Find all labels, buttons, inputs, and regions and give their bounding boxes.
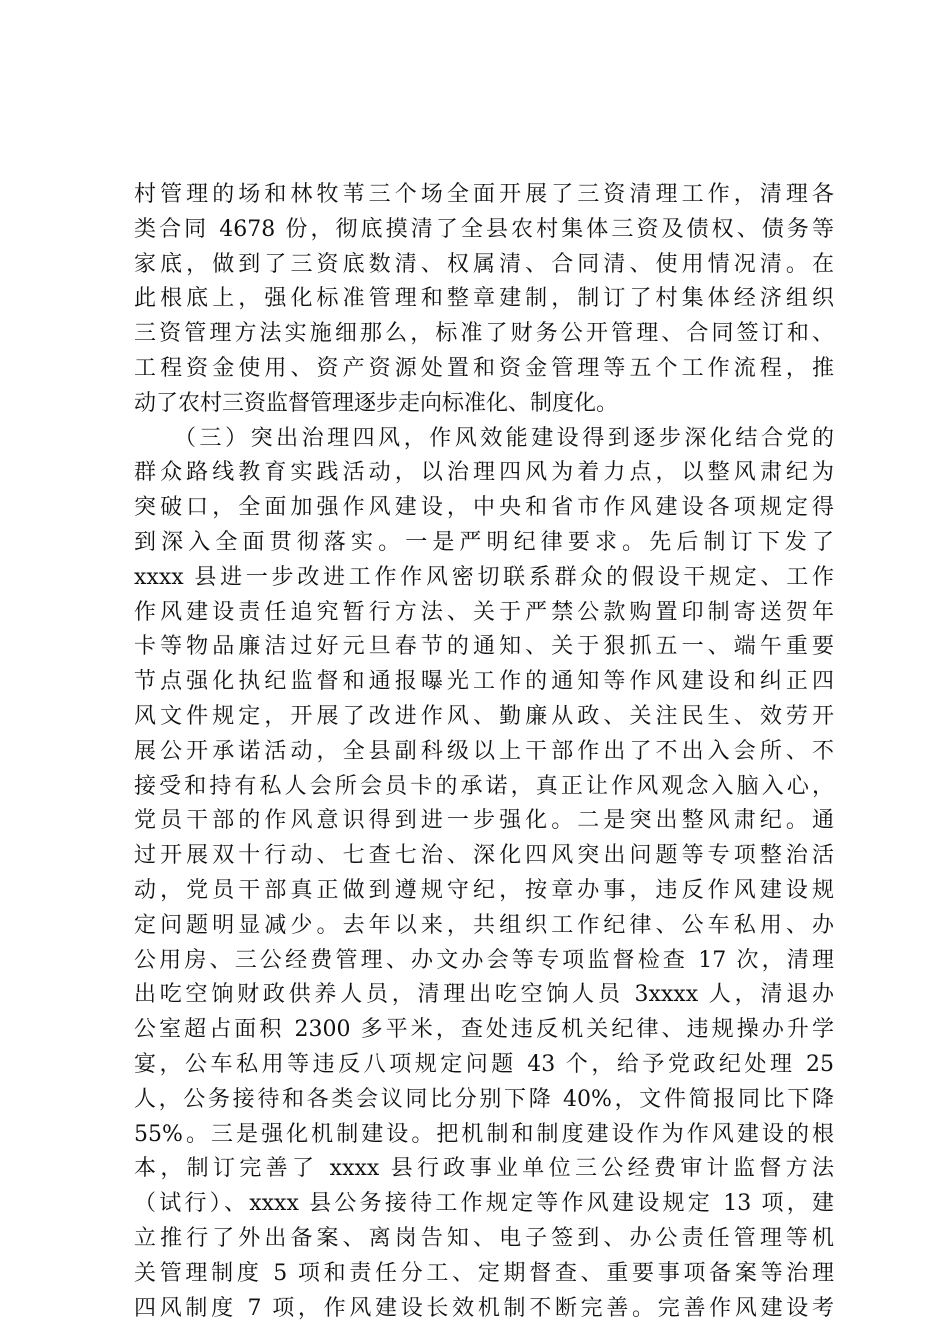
text-line: 到深入全面贯彻落实。一是严明纪律要求。先后制订下发了 xyxy=(134,529,834,555)
text-line: 四风制度 7 项，作风建设长效机制不断完善。完善作风建设考 xyxy=(134,1295,834,1321)
text-line: 出吃空饷财政供养人员，清理出吃空饷人员 3xxxx 人，清退办 xyxy=(134,982,834,1008)
text-line: （试行）、xxxx 县公务接待工作规定等作风建设规定 13 项，建 xyxy=(134,1191,834,1217)
text-line: 展公开承诺活动，全县副科级以上干部作出了不出入会所、不 xyxy=(134,738,834,764)
text-line: 动，党员干部真正做到遵规守纪，按章办事，违反作风建设规 xyxy=(134,877,834,903)
text-line: 工程资金使用、资产资源处置和资金管理等五个工作流程，推 xyxy=(134,355,834,381)
paragraph-end-line: 动了农村三资监督管理逐步走向标准化、制度化。 xyxy=(134,390,619,416)
text-line: 本，制订完善了 xxxx 县行政事业单位三公经费审计监督方法 xyxy=(134,1156,834,1182)
text-line: 作风建设责任追究暂行方法、关于严禁公款购置印制寄送贺年 xyxy=(134,599,834,625)
text-line: 党员干部的作风意识得到进一步强化。二是突出整风肃纪。通 xyxy=(134,808,834,834)
text-line: 风文件规定，开展了改进作风、勤廉从政、关注民生、效劳开 xyxy=(134,703,834,729)
text-line: 55%。三是强化机制建设。把机制和制度建设作为作风建设的根 xyxy=(134,1121,834,1147)
text-line: 此根底上，强化标准管理和整章建制，制订了村集体经济组织 xyxy=(134,286,834,312)
text-line: 过开展双十行动、七查七治、深化四风突出问题等专项整治活 xyxy=(134,843,834,869)
text-line: 宴，公车私用等违反八项规定问题 43 个，给予党政纪处理 25 xyxy=(134,1051,834,1077)
text-line: 公室超占面积 2300 多平米，查处违反机关纪律、违规操办升学 xyxy=(134,1017,834,1043)
text-line: 三资管理方法实施细那么，标准了财务公开管理、合同签订和、 xyxy=(134,321,834,347)
text-line: 关管理制度 5 项和责任分工、定期督查、重要事项备案等治理 xyxy=(134,1260,834,1286)
text-line: 卡等物品廉洁过好元旦春节的通知、关于狠抓五一、端午重要 xyxy=(134,634,834,660)
text-line: xxxx 县进一步改进工作作风密切联系群众的假设干规定、工作 xyxy=(134,564,834,590)
text-line: 家底，做到了三资底数清、权属清、合同清、使用情况清。在 xyxy=(134,251,834,277)
body-text xyxy=(134,178,834,1326)
text-line: 立推行了外出备案、离岗告知、电子签到、办公责任管理等机 xyxy=(134,1225,834,1251)
text-line: 节点强化执纪监督和通报曝光工作的通知等作风建设和纠正四 xyxy=(134,669,834,695)
text-line: 村管理的场和林牧苇三个场全面开展了三资清理工作，清理各 xyxy=(134,182,834,207)
text-line: 公用房、三公经费管理、办文办会等专项监督检查 17 次，清理 xyxy=(134,947,834,973)
text-line: 接受和持有私人会所会员卡的承诺，真正让作风观念入脑入心， xyxy=(134,773,834,799)
text-line: 群众路线教育实践活动，以治理四风为着力点，以整风肃纪为 xyxy=(134,460,834,486)
text-line: 类合同 4678 份，彻底摸清了全县农村集体三资及债权、债务等 xyxy=(134,216,834,242)
text-line: 定问题明显减少。去年以来，共组织工作纪律、公车私用、办 xyxy=(134,912,834,938)
section-heading-line: （三）突出治理四风，作风效能建设得到逐步深化结合党的 xyxy=(134,425,834,451)
text-line: 突破口，全面加强作风建设，中央和省市作风建设各项规定得 xyxy=(134,495,834,521)
text-line: 人，公务接待和各类会议同比分别下降 40%，文件简报同比下降 xyxy=(134,1086,834,1112)
